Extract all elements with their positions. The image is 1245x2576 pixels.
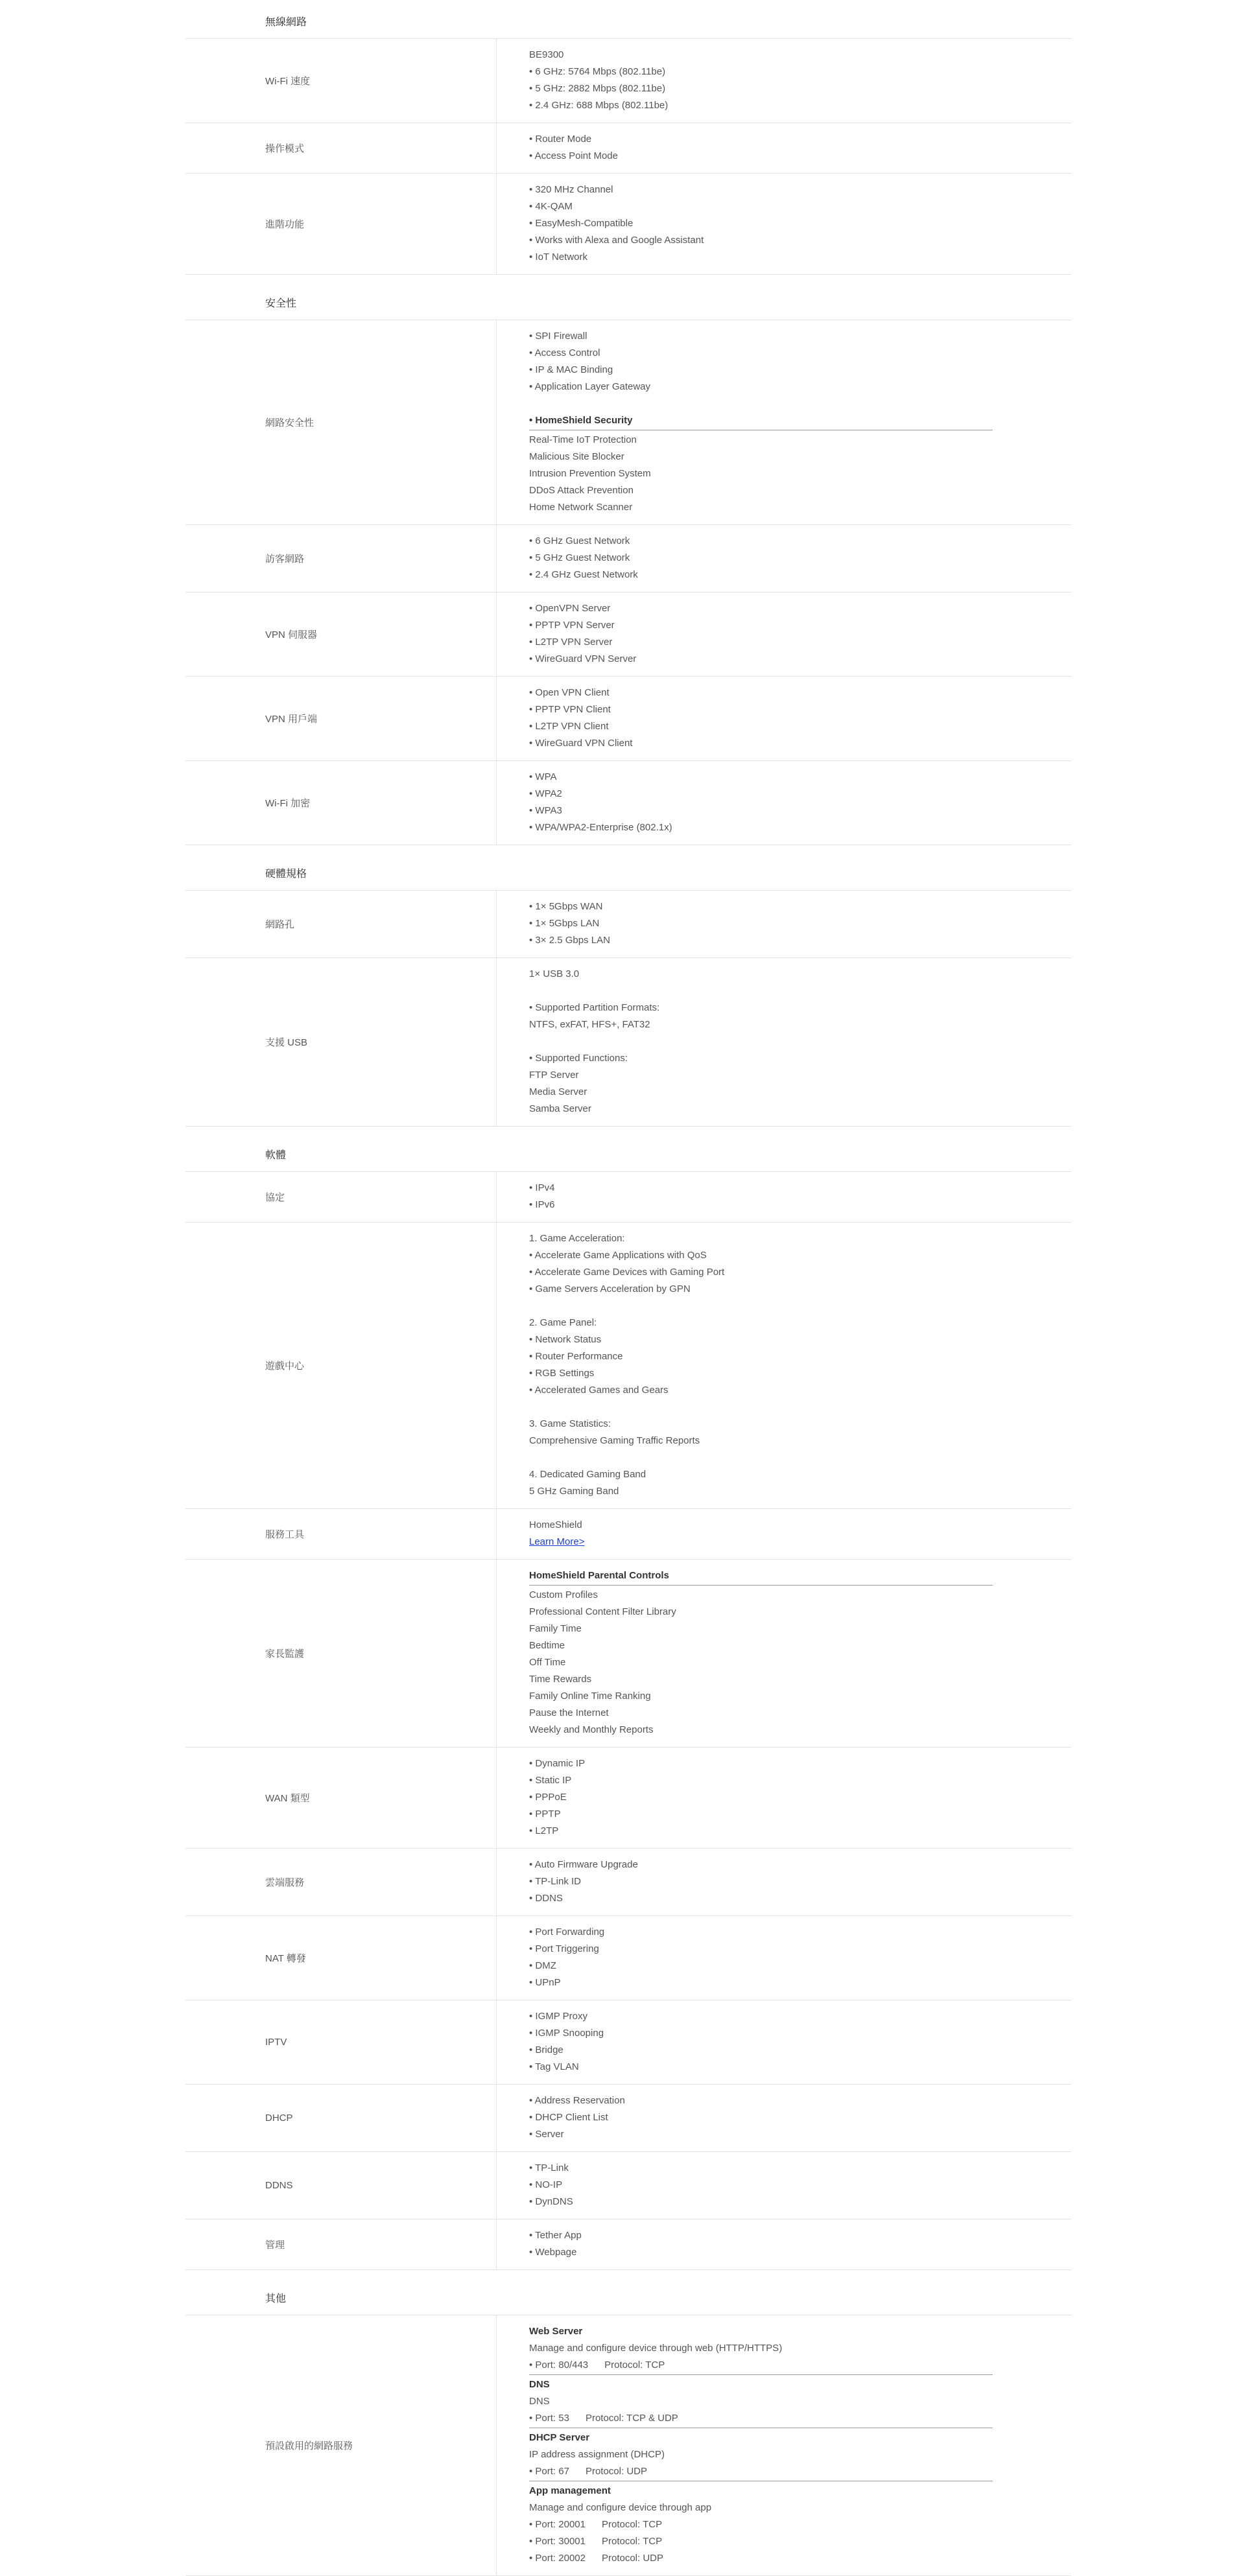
spec-value xyxy=(497,39,1071,123)
spec-row xyxy=(185,2219,1071,2270)
spec-subheading: DNS xyxy=(529,2379,550,2390)
spec-row xyxy=(185,1223,1071,1509)
spec-row xyxy=(185,320,1071,525)
spec-line: • Port: 20002 Protocol: UDP xyxy=(529,2553,664,2564)
spec-row xyxy=(185,1172,1071,1223)
spec-value xyxy=(497,1172,1071,1222)
spec-line: Professional Content Filter Library xyxy=(529,1606,676,1617)
spec-line: 5 GHz Gaming Band xyxy=(529,1486,619,1497)
spec-line: • TP-Link xyxy=(529,2162,569,2173)
spec-line: • Port Forwarding xyxy=(529,1926,605,1938)
spec-line: • WireGuard VPN Client xyxy=(529,738,633,749)
spec-line: • 5 GHz Guest Network xyxy=(529,552,630,563)
spec-line: • 6 GHz Guest Network xyxy=(529,535,630,546)
spec-line: 1× USB 3.0 xyxy=(529,968,580,979)
spec-line: 1. Game Acceleration: xyxy=(529,1233,625,1244)
spec-line: • Works with Alexa and Google Assistant xyxy=(529,235,704,246)
spec-section xyxy=(185,2286,1071,2576)
spec-row xyxy=(185,1560,1071,1748)
spec-line: • EasyMesh-Compatible xyxy=(529,218,634,229)
spec-line: • IGMP Snooping xyxy=(529,2028,604,2039)
spec-line: Media Server xyxy=(529,1086,587,1097)
spacer xyxy=(529,983,1071,1000)
spec-row xyxy=(185,2000,1071,2085)
spec-line: • L2TP xyxy=(529,1825,559,1836)
spec-label: DHCP xyxy=(185,2085,497,2151)
spec-line: • L2TP VPN Server xyxy=(529,637,613,648)
spec-row xyxy=(185,1509,1071,1560)
spec-label: IPTV xyxy=(185,2000,497,2084)
spec-value xyxy=(497,761,1071,845)
spec-line: • Access Point Mode xyxy=(529,150,618,161)
spec-label: 操作模式 xyxy=(185,123,497,173)
spec-label: WAN 類型 xyxy=(185,1748,497,1848)
spec-line: • UPnP xyxy=(529,1977,561,1988)
spec-line: FTP Server xyxy=(529,1070,579,1081)
spec-line: 2. Game Panel: xyxy=(529,1317,597,1328)
spec-line: • PPTP VPN Client xyxy=(529,704,611,715)
divider xyxy=(529,2374,993,2375)
spec-row xyxy=(185,1748,1071,1849)
spec-row xyxy=(185,2152,1071,2219)
spec-subheading: HomeShield Parental Controls xyxy=(529,1570,669,1581)
spec-line: • WPA3 xyxy=(529,805,562,816)
spec-line: Manage and configure device through web (HTTP/HTTPS) xyxy=(529,2343,783,2354)
section-gap xyxy=(0,275,1245,290)
spec-line: • 5 GHz: 2882 Mbps (802.11be) xyxy=(529,83,666,94)
spec-line: Pause the Internet xyxy=(529,1707,609,1718)
spec-line: • 6 GHz: 5764 Mbps (802.11be) xyxy=(529,66,666,77)
spec-line: Family Online Time Ranking xyxy=(529,1691,651,1702)
spec-line: • WPA xyxy=(529,771,557,782)
spec-value xyxy=(497,2000,1071,2084)
spec-line: BE9300 xyxy=(529,49,564,60)
spec-value xyxy=(497,1748,1071,1848)
spec-subheading: Web Server xyxy=(529,2326,583,2337)
spec-section xyxy=(185,9,1071,275)
spec-line: Manage and configure device through app xyxy=(529,2502,712,2513)
spec-line: DNS xyxy=(529,2396,550,2407)
spec-line: • IPv4 xyxy=(529,1182,555,1193)
spec-section xyxy=(185,1142,1071,2270)
spec-row xyxy=(185,2085,1071,2152)
spec-row xyxy=(185,123,1071,174)
section-gap xyxy=(0,845,1245,861)
spec-row xyxy=(185,174,1071,275)
spec-row xyxy=(185,677,1071,761)
spec-line: Real-Time IoT Protection xyxy=(529,434,637,445)
spec-row xyxy=(185,2315,1071,2576)
section-title: 安全性 xyxy=(185,290,1071,320)
spec-label: 協定 xyxy=(185,1172,497,1222)
spec-label: 管理 xyxy=(185,2219,497,2269)
spec-value xyxy=(497,891,1071,957)
spec-row xyxy=(185,1849,1071,1916)
spacer xyxy=(529,395,1071,412)
spec-line: • Supported Partition Formats: xyxy=(529,1002,660,1013)
spec-line: • Router Performance xyxy=(529,1351,623,1362)
spec-line: 3. Game Statistics: xyxy=(529,1418,611,1429)
spec-label: 網路安全性 xyxy=(185,320,497,524)
spec-value xyxy=(497,1223,1071,1508)
spec-line: • Port: 67 Protocol: UDP xyxy=(529,2466,647,2477)
spec-row xyxy=(185,592,1071,677)
spec-line: Comprehensive Gaming Traffic Reports xyxy=(529,1435,700,1446)
spec-line: • Open VPN Client xyxy=(529,687,610,698)
spacer xyxy=(529,1399,1071,1416)
spec-line: • Game Servers Acceleration by GPN xyxy=(529,1283,691,1294)
spec-line: • PPPoE xyxy=(529,1792,567,1803)
spec-line: • Accelerate Game Applications with QoS xyxy=(529,1250,707,1261)
spec-line: • Accelerate Game Devices with Gaming Port xyxy=(529,1267,725,1278)
spec-label: 訪客網路 xyxy=(185,525,497,592)
spec-line: • Port: 53 Protocol: TCP & UDP xyxy=(529,2413,678,2424)
spec-line: • 4K-QAM xyxy=(529,201,573,212)
spec-line: • Port: 20001 Protocol: TCP xyxy=(529,2519,663,2530)
spec-line: Weekly and Monthly Reports xyxy=(529,1724,654,1735)
spec-row xyxy=(185,39,1071,123)
spec-line: • 320 MHz Channel xyxy=(529,184,613,195)
spec-value xyxy=(497,592,1071,676)
spec-line: • PPTP VPN Server xyxy=(529,620,615,631)
spec-line: • 1× 5Gbps WAN xyxy=(529,901,603,912)
spec-value xyxy=(497,174,1071,274)
spec-line: • Webpage xyxy=(529,2247,577,2258)
spec-line: • Address Reservation xyxy=(529,2095,625,2106)
spec-label: 進階功能 xyxy=(185,174,497,274)
spec-line: DDoS Attack Prevention xyxy=(529,485,634,496)
spec-line: • NO-IP xyxy=(529,2179,563,2190)
spec-line: • Server xyxy=(529,2129,564,2140)
spec-row xyxy=(185,891,1071,958)
spec-line: • L2TP VPN Client xyxy=(529,721,609,732)
spec-label: NAT 轉發 xyxy=(185,1916,497,2000)
spec-subheading: • HomeShield Security xyxy=(529,415,633,426)
spec-value xyxy=(497,958,1071,1126)
spec-section xyxy=(185,861,1071,1127)
section-title: 軟體 xyxy=(185,1142,1071,1172)
spec-label: 預設啟用的網路服務 xyxy=(185,2315,497,2575)
spec-label: 遊戲中心 xyxy=(185,1223,497,1508)
spec-value xyxy=(497,1560,1071,1747)
spec-line: • Port: 80/443 Protocol: TCP xyxy=(529,2359,665,2371)
spec-label: 網路孔 xyxy=(185,891,497,957)
spec-line: • DDNS xyxy=(529,1893,563,1904)
spec-line: • Bridge xyxy=(529,2044,563,2055)
spec-row xyxy=(185,761,1071,845)
spec-value xyxy=(497,525,1071,592)
spec-line: Bedtime xyxy=(529,1640,565,1651)
spec-line: • Dynamic IP xyxy=(529,1758,586,1769)
spec-line: • Network Status xyxy=(529,1334,602,1345)
spec-line: Malicious Site Blocker xyxy=(529,451,624,462)
spec-line: • Supported Functions: xyxy=(529,1053,628,1064)
spec-line: • SPI Firewall xyxy=(529,331,587,342)
spec-line: • 3× 2.5 Gbps LAN xyxy=(529,935,610,946)
section-gap xyxy=(0,2270,1245,2286)
spec-line: Home Network Scanner xyxy=(529,502,633,513)
spec-line: • 1× 5Gbps LAN xyxy=(529,918,600,929)
spec-line: • IPv6 xyxy=(529,1199,555,1210)
spacer xyxy=(529,1033,1071,1050)
spec-line: IP address assignment (DHCP) xyxy=(529,2449,665,2460)
spec-line: Intrusion Prevention System xyxy=(529,468,651,479)
section-title: 無線網路 xyxy=(185,9,1071,39)
spec-line: • WPA/WPA2-Enterprise (802.1x) xyxy=(529,822,672,833)
spec-line: • Tag VLAN xyxy=(529,2061,579,2072)
spec-line: • Port: 30001 Protocol: TCP xyxy=(529,2536,663,2547)
spec-label: VPN 用戶端 xyxy=(185,677,497,760)
learn-more-link[interactable]: Learn More> xyxy=(529,1536,585,1547)
spec-line: • WireGuard VPN Server xyxy=(529,653,637,664)
spec-line: HomeShield xyxy=(529,1519,582,1530)
spec-line: • IoT Network xyxy=(529,252,587,263)
spec-value xyxy=(497,2152,1071,2219)
spec-row xyxy=(185,525,1071,592)
spec-label: Wi-Fi 速度 xyxy=(185,39,497,123)
spacer xyxy=(529,1449,1071,1466)
spec-row xyxy=(185,958,1071,1127)
section-title: 其他 xyxy=(185,2286,1071,2315)
spec-line: • Port Triggering xyxy=(529,1943,599,1954)
spec-subheading: DHCP Server xyxy=(529,2432,590,2443)
spec-line: • Tether App xyxy=(529,2230,582,2241)
spec-section xyxy=(185,290,1071,845)
spec-line: • PPTP xyxy=(529,1809,561,1820)
spec-value xyxy=(497,1916,1071,2000)
spec-value xyxy=(497,677,1071,760)
spec-line: • DynDNS xyxy=(529,2196,573,2207)
spec-line xyxy=(529,1534,1071,1551)
spec-line: • 2.4 GHz Guest Network xyxy=(529,569,638,580)
spec-label: 服務工具 xyxy=(185,1509,497,1559)
spec-line: • Application Layer Gateway xyxy=(529,381,651,392)
spec-line: • 2.4 GHz: 688 Mbps (802.11be) xyxy=(529,100,669,111)
spec-row xyxy=(185,1916,1071,2000)
spacer xyxy=(529,1298,1071,1315)
spec-line: • IP & MAC Binding xyxy=(529,364,613,375)
spec-value xyxy=(497,320,1071,524)
spec-line: • Auto Firmware Upgrade xyxy=(529,1859,638,1870)
spec-line: Off Time xyxy=(529,1657,566,1668)
spec-subheading: App management xyxy=(529,2485,611,2496)
spec-line: • OpenVPN Server xyxy=(529,603,611,614)
spec-label: VPN 伺服器 xyxy=(185,592,497,676)
spec-label: 雲端服務 xyxy=(185,1849,497,1915)
spec-line: • IGMP Proxy xyxy=(529,2011,587,2022)
spec-label: Wi-Fi 加密 xyxy=(185,761,497,845)
spec-line: Custom Profiles xyxy=(529,1589,598,1600)
spec-line: NTFS, exFAT, HFS+, FAT32 xyxy=(529,1019,650,1030)
spec-line: Time Rewards xyxy=(529,1674,592,1685)
spec-value xyxy=(497,2085,1071,2151)
section-gap xyxy=(0,1127,1245,1142)
spec-line: • DHCP Client List xyxy=(529,2112,608,2123)
spec-line: 4. Dedicated Gaming Band xyxy=(529,1469,646,1480)
spec-value xyxy=(497,1849,1071,1915)
section-title: 硬體規格 xyxy=(185,861,1071,891)
spec-line: • Accelerated Games and Gears xyxy=(529,1385,669,1396)
spec-line: • TP-Link ID xyxy=(529,1876,581,1887)
spec-value xyxy=(497,1509,1071,1559)
spec-value xyxy=(497,2219,1071,2269)
spec-line: Samba Server xyxy=(529,1103,591,1114)
divider xyxy=(529,1585,993,1586)
spec-value xyxy=(497,2315,1071,2575)
spec-label: DDNS xyxy=(185,2152,497,2219)
spec-line: • Router Mode xyxy=(529,134,592,145)
spec-line: • RGB Settings xyxy=(529,1368,595,1379)
spec-label: 支援 USB xyxy=(185,958,497,1126)
spec-line: Family Time xyxy=(529,1623,582,1634)
spec-label: 家長監護 xyxy=(185,1560,497,1747)
spec-line: • Access Control xyxy=(529,347,600,358)
spec-value xyxy=(497,123,1071,173)
spec-line: • DMZ xyxy=(529,1960,556,1971)
spec-line: • WPA2 xyxy=(529,788,562,799)
spec-line: • Static IP xyxy=(529,1775,572,1786)
